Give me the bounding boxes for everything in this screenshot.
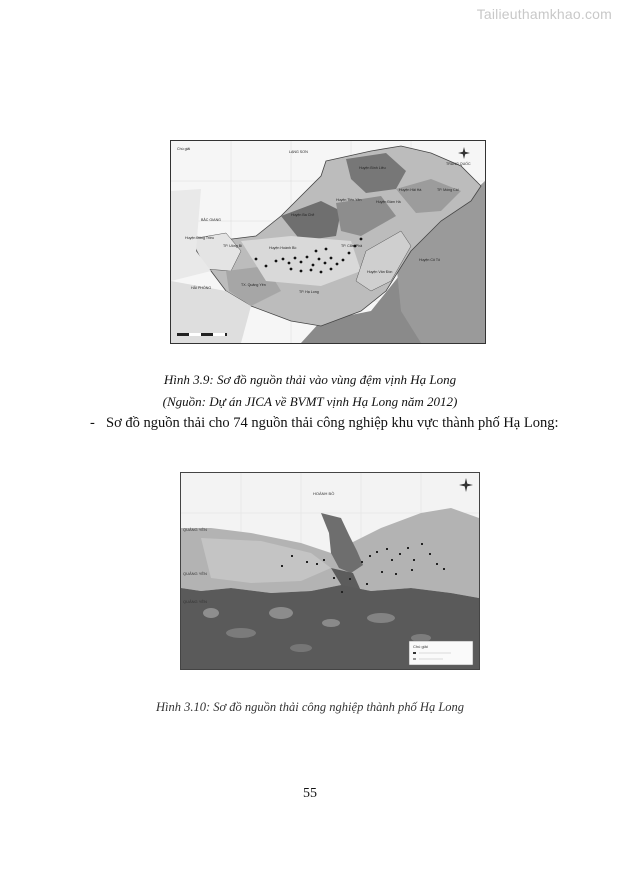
figure-3-10-caption: Hình 3.10: Sơ đồ nguồn thải công nghiệp thành phố Hạ Long <box>155 700 465 714</box>
map2-label-left-3: QUẢNG YÊN <box>183 599 207 604</box>
page-number: 55 <box>303 786 317 801</box>
map2-label-top: HOÀNH BỒ <box>313 491 335 496</box>
map1-label-lang-son: LẠNG SƠN <box>289 150 308 154</box>
map1-label-uong-bi: TP. Uông Bí <box>223 244 243 248</box>
figure-3-9-caption: Hình 3.9: Sơ đồ nguồn thải vào vùng đệm vịnh Hạ Long <box>163 372 457 387</box>
map2-label-left-2: QUẢNG YÊN <box>183 571 207 576</box>
map1-label-dam-ha: Huyện Đầm Hà <box>376 200 401 204</box>
bullet-dash: - <box>90 415 95 431</box>
bullet-paragraph <box>90 415 558 432</box>
map1-label-co-to: Huyện Cô Tô <box>419 258 441 262</box>
map1-legend-label: Chú giải <box>177 147 191 151</box>
map1-label-quang-yen: TX. Quảng Yên <box>241 283 266 287</box>
map1-label-trung-quoc: TRUNG QUỐC <box>446 162 471 166</box>
map1-label-ha-long: TP. Hạ Long <box>299 290 319 294</box>
figure-3-10-map <box>180 472 480 670</box>
map1-label-dong-trieu: Huyện Đông Triều <box>185 236 214 240</box>
map2-label-left-1: QUẢNG YÊN <box>183 527 207 532</box>
map1-label-cam-pha: TP. Cẩm Phả <box>341 244 363 248</box>
map1-label-tien-yen: Huyện Tiên Yên <box>336 198 362 202</box>
figure-3-9-map <box>170 140 486 344</box>
figure-3-9-source: (Nguồn: Dự án JICA về BVMT vịnh Hạ Long năm 2012) <box>162 394 458 409</box>
watermark: Tailieuthamkhao.com <box>476 6 612 22</box>
map1-label-bac-giang: BẮC GIANG <box>201 218 221 222</box>
map1-label-binh-lieu: Huyện Bình Liêu <box>359 166 386 170</box>
map1-label-hoanh-bo: Huyện Hoành Bồ <box>269 246 297 250</box>
industrial-discharge-map-image <box>181 473 479 669</box>
discharge-map-image <box>171 141 485 343</box>
bullet-text: Sơ đồ nguồn thải cho 74 nguồn thải công nghiệp khu vực thành phố Hạ Long: <box>106 415 559 431</box>
map2-legend-label: Chú giải <box>413 644 428 649</box>
map1-label-van-don: Huyện Vân Đồn <box>367 270 393 274</box>
map1-label-hai-ha: Huyện Hải Hà <box>399 188 422 192</box>
map1-label-ba-che: Huyện Ba Chẽ <box>291 213 315 217</box>
map1-label-hai-phong: HẢI PHÒNG <box>191 286 212 290</box>
map1-label-mong-cai: TP. Móng Cái <box>437 188 459 192</box>
